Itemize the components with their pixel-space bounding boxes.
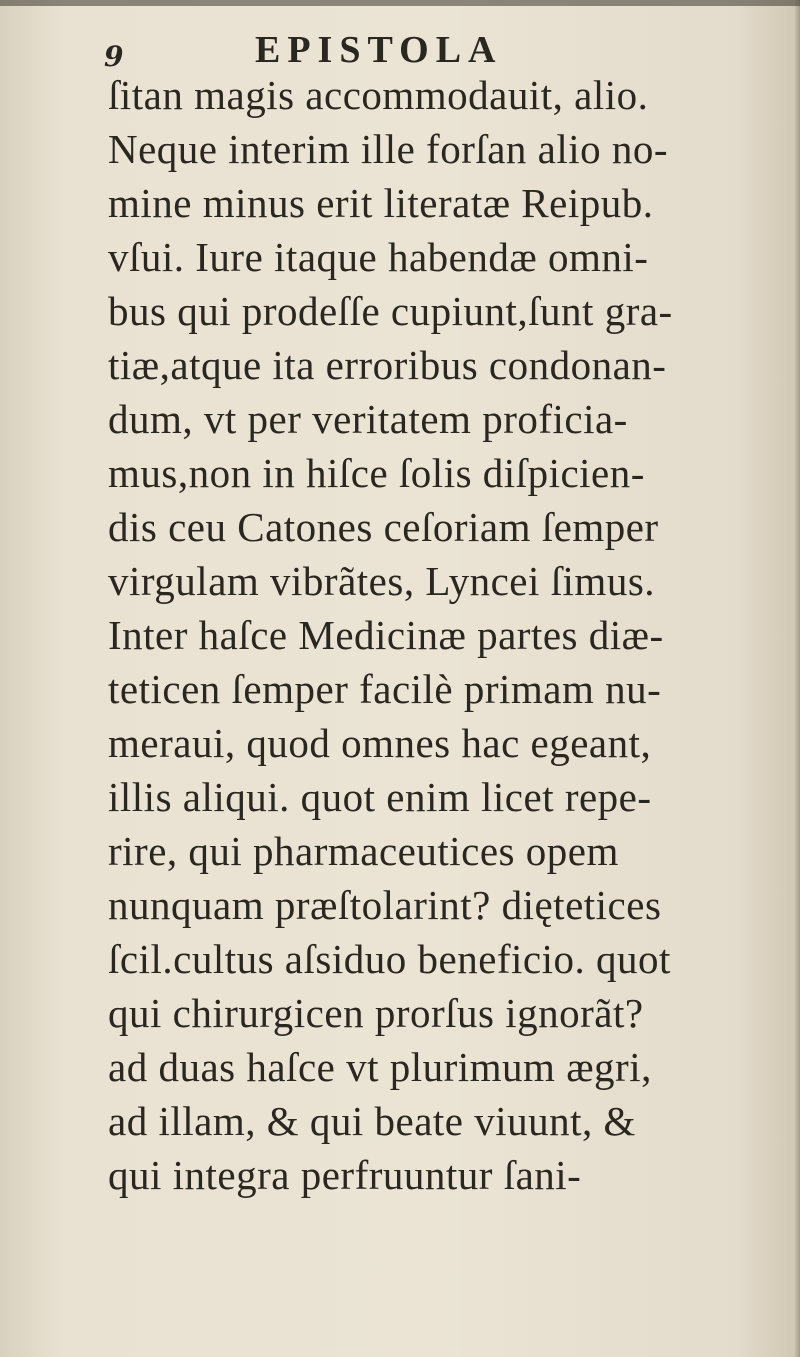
page-number: 9 [104,40,124,73]
text-line: ſitan magis accommodauit, alio. [108,72,649,118]
text-line: dum, vt per veritatem proficia- [108,396,628,442]
text-line: illis aliqui. quot enim licet repe- [108,774,652,820]
running-head: EPISTOLA [255,29,503,71]
text-line: vſui. Iure itaque habendæ omni- [108,234,649,280]
text-line: mus,non in hiſce ſolis diſpicien- [108,450,645,496]
text-line: meraui, quod omnes hac egeant, [108,720,652,766]
text-line: Neque interim ille forſan alio no- [108,126,669,172]
text-line: rire, qui pharmaceutices opem [108,828,619,874]
text-line: mine minus erit literatæ Reipub. [108,180,654,226]
text-line: ad illam, & qui beate viuunt, & [108,1098,636,1144]
page-header [0,20,800,73]
text-line: nunquam præſtolarint? diętetices [108,882,662,928]
body-text [108,68,798,1202]
text-line: ſcil.cultus aſsiduo beneficio. quot [108,936,671,982]
text-line: tiæ,atque ita erroribus condonan- [108,342,667,388]
text-line: qui integra perfruuntur ſani- [108,1152,582,1198]
text-line: bus qui prodeſſe cupiunt,ſunt gra- [108,288,673,334]
text-line: virgulam vibrãtes, Lyncei ſimus. [108,558,656,604]
text-line: qui chirurgicen prorſus ignorãt? [108,990,644,1036]
text-line: teticen ſemper facilè primam nu- [108,666,662,712]
text-line: dis ceu Catones ceſoriam ſemper [108,504,659,550]
text-line: ad duas haſce vt plurimum ægri, [108,1044,652,1090]
page-top-edge [0,0,800,6]
text-line: Inter haſce Medicinæ partes diæ- [108,612,664,658]
